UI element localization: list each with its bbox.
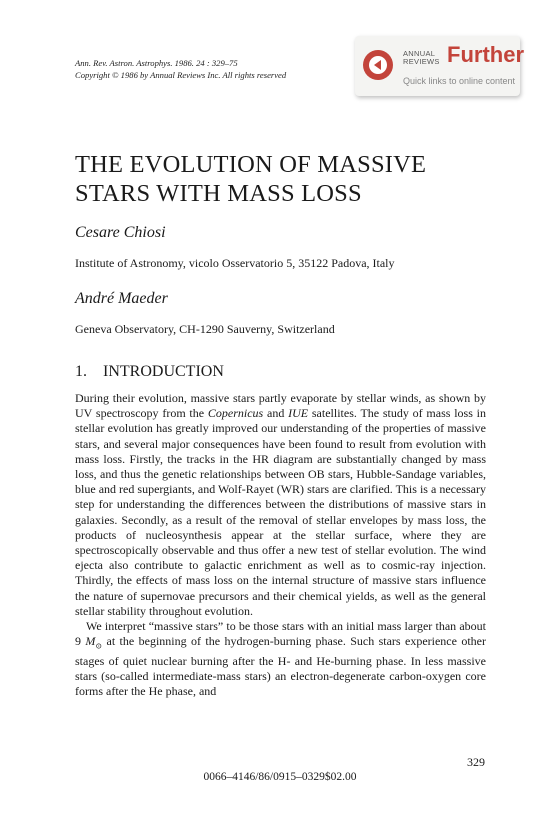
copernicus-term: Copernicus [207, 406, 264, 421]
footer-code: 0066–4146/86/0915–0329$02.00 [203, 771, 357, 783]
paragraph-2-text-a: We interpret “massive stars” to be those stars with an initial mass larger than about 9 [75, 619, 486, 649]
author-name-1: Cesare Chiosi [75, 224, 166, 241]
iue-term: IUE [288, 406, 309, 421]
badge-annual-label: ANNUAL [403, 49, 436, 58]
title-line-1: THE EVOLUTION OF MASSIVE [75, 151, 427, 178]
section-number: 1. [75, 363, 87, 380]
citation-line-2: Copyright © 1986 by Annual Reviews Inc. All rights reserved [75, 70, 287, 80]
title-line-2: STARS WITH MASS LOSS [75, 180, 362, 207]
section-title: INTRODUCTION [103, 363, 224, 380]
solar-mass-symbol: M [85, 634, 96, 649]
paragraph-1-text-c: satellites. The study of mass loss in stellar evolution has greatly improved our understanding of the properties of massive stars, and several major consequences have been found to result from evolution with mass loss. Firstly, the tracks in the HR diagram are substantially changed by mass loss, and thus the genetic relationships between OB stars, Hubble-Sandage variables, blue and red supergiants, and Wolf-Rayet (WR) stars are clarified. This is a necessary step for understanding the differences between the distributions of massive stars in galaxies. Secondly, as a result of the removal of stellar envelopes by mass loss, the products of nucleosynthesis appear at the stellar surface, where they are spectroscopically observable and thus offer a new test of stellar evolution. The wind ejecta also contribute to galactic enrichment as well as to cosmic-ray injection. Thirdly, the effects of mass loss on the internal structure of massive stars influence the nature of supernovae precursors and their chemical yields, as well as the general stellar stability throughout evolution. [75, 406, 487, 618]
article-body [75, 391, 486, 699]
badge-further-label: Further [447, 42, 524, 67]
citation-line-1: Ann. Rev. Astron. Astrophys. 1986. 24 : 329–75 [75, 58, 238, 68]
section-heading [75, 363, 224, 381]
article-title [75, 150, 426, 208]
paragraph-2-text-b: at the beginning of the hydrogen-burning phase. Such stars experience other stages of quiet nuclear burning after the H- and He-burning phase. In less massive stars (so-called intermediate-mass stars) an electron-degenerate carbon-oxygen core forms after the He phase, and [75, 634, 487, 699]
author-name-2: André Maeder [75, 290, 168, 307]
author-affiliation-2: Geneva Observatory, CH-1290 Sauverny, Switzerland [75, 322, 335, 336]
paragraph-1 [75, 391, 486, 619]
annual-reviews-further-badge[interactable] [355, 36, 524, 96]
back-arrow-icon [363, 50, 393, 80]
badge-subtitle: Quick links to online content [403, 76, 516, 86]
paragraph-1-text-b: and [263, 406, 289, 421]
badge-reviews-label: REVIEWS [403, 57, 440, 66]
author-affiliation-1: Institute of Astronomy, vicolo Osservatorio 5, 35122 Padova, Italy [75, 256, 395, 270]
paragraph-2 [75, 619, 486, 699]
paragraph-1-text-a: During their evolution, massive stars partly evaporate by stellar winds, as shown by UV spectroscopy from the [75, 391, 486, 421]
solar-symbol-subscript: ⊙ [95, 641, 103, 651]
page-number: 329 [467, 755, 485, 769]
badge-logo-text [403, 50, 440, 66]
journal-citation [75, 57, 286, 81]
